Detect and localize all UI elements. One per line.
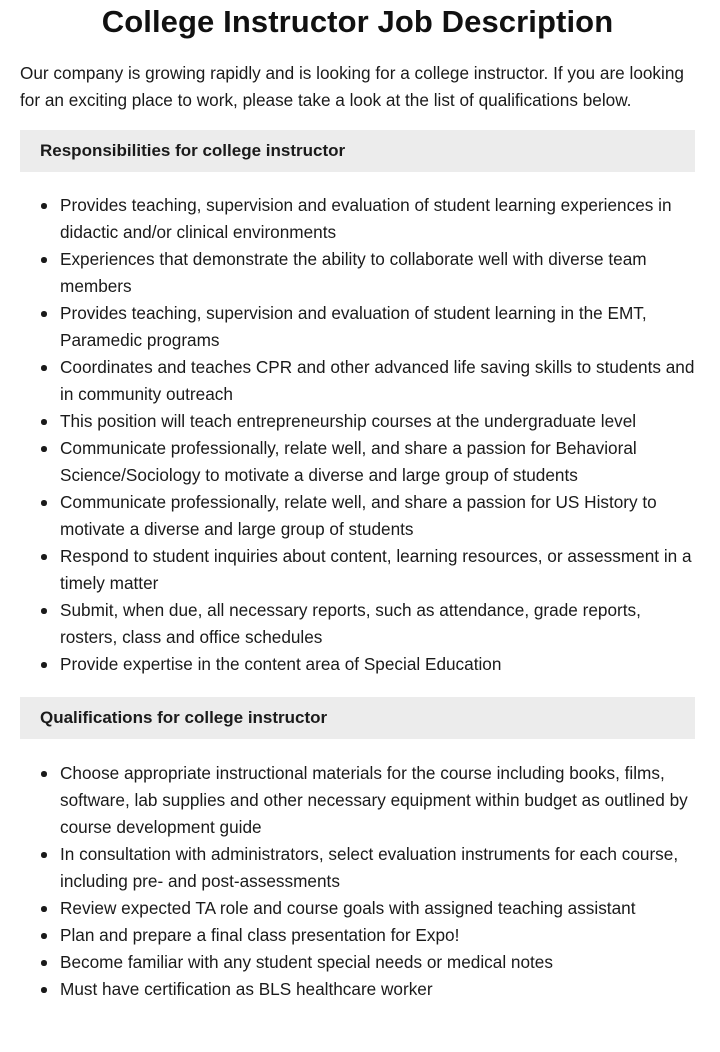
bullet-icon (41, 771, 47, 777)
intro-paragraph: Our company is growing rapidly and is looking for a college instructor. If you are looking for an exciting place to work, please take a look at the list of qualifications below. (20, 63, 684, 110)
list-item (20, 976, 695, 1003)
list-item-text: Provides teaching, supervision and evaluation of student learning in the EMT, Paramedic programs (60, 303, 647, 350)
list-item (20, 543, 695, 597)
bullet-icon (41, 987, 47, 993)
bullet-icon (41, 500, 47, 506)
bullet-icon (41, 419, 47, 425)
list-item-text: Submit, when due, all necessary reports, such as attendance, grade reports, rosters, class and office schedules (60, 600, 641, 647)
responsibilities-heading: Responsibilities for college instructor (20, 130, 695, 172)
bullet-icon (41, 365, 47, 371)
bullet-icon (41, 608, 47, 614)
list-item-text: Review expected TA role and course goals with assigned teaching assistant (60, 898, 636, 918)
list-item (20, 651, 695, 678)
list-item-text: Provide expertise in the content area of Special Education (60, 654, 502, 674)
list-item-text: Plan and prepare a final class presentation for Expo! (60, 925, 460, 945)
bullet-icon (41, 203, 47, 209)
list-item-text: Communicate professionally, relate well, and share a passion for US History to motivate a diverse and large group of students (60, 492, 657, 539)
list-item-text: In consultation with administrators, select evaluation instruments for each course, including pre- and post-assessments (60, 844, 679, 891)
bullet-icon (41, 960, 47, 966)
bullet-icon (41, 554, 47, 560)
page-title: College Instructor Job Description (101, 4, 614, 39)
list-item (20, 489, 695, 543)
list-item (20, 300, 695, 354)
list-item (20, 922, 695, 949)
qualifications-heading: Qualifications for college instructor (20, 697, 695, 739)
list-item-text: Coordinates and teaches CPR and other advanced life saving skills to students and in community outreach (60, 357, 695, 404)
bullet-icon (41, 446, 47, 452)
list-item-text: Provides teaching, supervision and evaluation of student learning experiences in didactic and/or clinical environments (60, 195, 672, 242)
list-item-text: Respond to student inquiries about content, learning resources, or assessment in a timely matter (60, 546, 692, 593)
responsibilities-list (20, 192, 695, 678)
list-item (20, 841, 695, 895)
list-item (20, 435, 695, 489)
qualifications-list (20, 760, 695, 1003)
list-item (20, 354, 695, 408)
bullet-icon (41, 662, 47, 668)
list-item (20, 192, 695, 246)
list-item-text: Choose appropriate instructional materials for the course including books, films, software, lab supplies and other necessary equipment within budget as outlined by course development guide (60, 763, 688, 837)
list-item-text: Communicate professionally, relate well, and share a passion for Behavioral Science/Sociology to motivate a diverse and large group of students (60, 438, 637, 485)
list-item-text: Become familiar with any student special needs or medical notes (60, 952, 553, 972)
bullet-icon (41, 852, 47, 858)
list-item (20, 597, 695, 651)
bullet-icon (41, 257, 47, 263)
bullet-icon (41, 933, 47, 939)
bullet-icon (41, 311, 47, 317)
list-item-text: Experiences that demonstrate the ability to collaborate well with diverse team members (60, 249, 647, 296)
list-item (20, 408, 695, 435)
list-item (20, 246, 695, 300)
list-item (20, 895, 695, 922)
bullet-icon (41, 906, 47, 912)
list-item-text: This position will teach entrepreneurship courses at the undergraduate level (60, 411, 637, 431)
list-item-text: Must have certification as BLS healthcare worker (60, 979, 433, 999)
list-item (20, 760, 695, 841)
list-item (20, 949, 695, 976)
